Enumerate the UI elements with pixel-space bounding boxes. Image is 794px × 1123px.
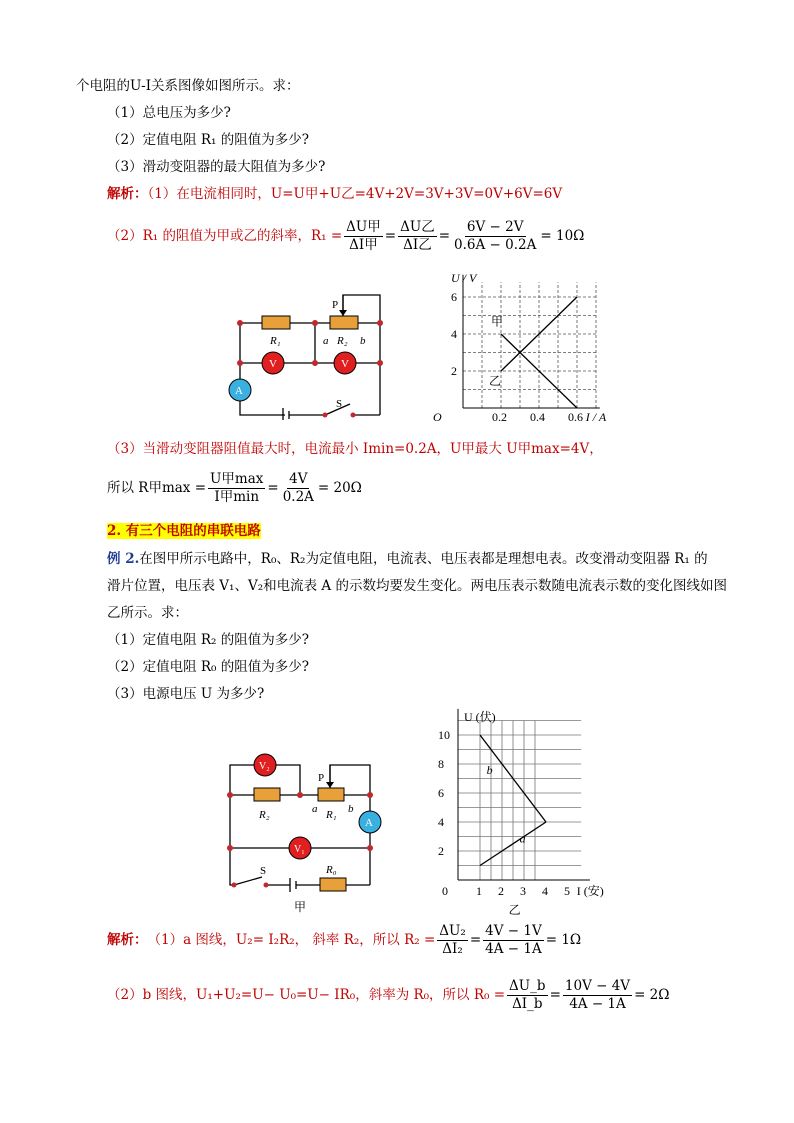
ex1-solution-2: （2）R₁ 的阻值为甲或乙的斜率，R₁ = $\frac{\text{ΔU甲}}{\text{ΔI甲}}$ = $\frac{\text{ΔU乙}}{\text{ΔI乙}}$ = $\frac{6V - 2V}{0.6A - 0.2A}$ = 10Ω bbox=[107, 218, 585, 253]
origin-label: O bbox=[433, 410, 442, 423]
x-tick-label: 3 bbox=[520, 884, 526, 898]
ex1-s2-result: = 10Ω bbox=[540, 228, 585, 244]
slider-p-label: P bbox=[332, 299, 339, 311]
y-tick-label: 6 bbox=[451, 290, 457, 304]
r1-label: R₁ bbox=[270, 335, 281, 347]
fig2-circuit bbox=[222, 740, 392, 915]
y-axis-label: U (伏) bbox=[464, 710, 496, 724]
ex2-question-3: （3）电源电压 U 为多少? bbox=[107, 686, 265, 702]
ex1-solution-4: 所以 R甲max = $\frac{\text{U甲max}}{\text{I甲min}}$ = $\frac{4V}{0.2A}$ = 20Ω bbox=[107, 470, 362, 505]
y-tick-label: 2 bbox=[438, 844, 444, 858]
switch-label-2: S bbox=[260, 865, 267, 877]
x-tick-label: 4 bbox=[542, 884, 548, 898]
r2-label-2: R₂ bbox=[259, 809, 270, 821]
frac-Umax: $\frac{\text{U甲max}}{\text{I甲min}}$ bbox=[210, 470, 264, 505]
frac-4v: $\frac{4V}{0.2A}$ bbox=[282, 470, 314, 505]
frac-dU2: $\frac{\text{ΔU₂}}{\text{ΔI₂}}$ bbox=[439, 922, 466, 957]
x-axis-label: I / A bbox=[585, 410, 607, 423]
intro-line: 个电阻的U-I关系图像如图所示。求： bbox=[76, 78, 300, 94]
y-axis-label: U / V bbox=[451, 271, 477, 285]
fig1-circuit bbox=[225, 290, 385, 420]
y-tick-label: 4 bbox=[438, 815, 444, 829]
y-tick-label: 2 bbox=[451, 364, 457, 378]
voltmeter-2-label: V bbox=[341, 358, 349, 370]
ex2-para-2: 滑片位置，电压表 V₁、V₂和电流表 A 的示数均要发生变化。两电压表示数随电流表示数的变化图线如图 bbox=[107, 578, 727, 594]
ammeter-label: A bbox=[235, 385, 243, 397]
ex2-solution-2: （2）b 图线，U₁+U₂=U− U₀=U− IR₀，斜率为 R₀，所以 R₀ = $\frac{\Delta U\_b}{\Delta I\_b}$ = $\frac{10V - 4V}{4A - 1A}$ = 2Ω bbox=[107, 977, 670, 1012]
ex1-question-2: （2）定值电阻 R₁ 的阻值为多少? bbox=[107, 132, 309, 148]
ex2-s2-pre: （2）b 图线，U₁+U₂=U− U₀=U− IR₀，斜率为 R₀，所以 R₀ = bbox=[107, 987, 506, 1003]
ex1-s2-pre: （2）R₁ 的阻值为甲或乙的斜率，R₁ = bbox=[107, 228, 343, 244]
x-tick-label: 0.4 bbox=[530, 410, 545, 423]
x-tick-label: 2 bbox=[498, 884, 504, 898]
x-tick-label: 0.6 bbox=[568, 410, 583, 423]
frac-dU-jia: $\frac{\text{ΔU甲}}{\text{ΔI甲}}$ bbox=[346, 218, 381, 253]
ex2-question-1: （1）定值电阻 R₂ 的阻值为多少? bbox=[107, 632, 309, 648]
ex1-solution-1 bbox=[107, 185, 562, 203]
y-tick-label: 6 bbox=[438, 786, 444, 800]
ex2-s2-result: = 2Ω bbox=[634, 987, 670, 1003]
frac-values: $\frac{6V - 2V}{0.6A - 0.2A}$ bbox=[454, 218, 537, 253]
fig2-caption-jia: 甲 bbox=[294, 900, 307, 914]
ex1-solution-3: （3）当滑动变阻器阻值最大时，电流最小 Imin=0.2A，U甲最大 U甲max=4V， bbox=[107, 441, 603, 457]
series-label-a: a bbox=[519, 831, 526, 846]
ex1-solution-1-text: （1）在电流相同时，U=U甲+U乙=4V+2V=3V+3V=0V+6V=6V bbox=[147, 186, 563, 202]
ex2-label: 例 2. bbox=[107, 551, 140, 567]
ex2-para-3: 乙所示。求： bbox=[107, 605, 188, 621]
frac-dU-yi: $\frac{\text{ΔU乙}}{\text{ΔI乙}}$ bbox=[400, 218, 435, 253]
fig2-caption-yi: 乙 bbox=[508, 903, 521, 917]
ex2-para-1: 例 2.在图甲所示电路中，R₀、R₂为定值电阻，电流表、电压表都是理想电表。改变滑动变阻器 R₁ 的 bbox=[107, 551, 708, 567]
y-tick-label: 4 bbox=[451, 327, 457, 341]
ex1-s4-pre: 所以 R甲max = bbox=[107, 480, 207, 496]
terminal-b-label: b bbox=[360, 335, 366, 347]
series-label-jia: 甲 bbox=[491, 314, 504, 329]
x-axis-label: I (安) bbox=[576, 884, 604, 898]
series-label-yi: 乙 bbox=[489, 374, 502, 388]
terminal-a-label: a bbox=[323, 335, 329, 347]
terminal-a-label-2: a bbox=[312, 803, 318, 815]
switch-label: S bbox=[336, 398, 343, 410]
voltmeter-1-label: V bbox=[269, 358, 277, 370]
fig1-graph bbox=[428, 268, 618, 423]
voltmeter-v2-label: V₂ bbox=[259, 761, 270, 772]
ex1-question-1: （1）总电压为多少? bbox=[107, 105, 231, 121]
solution-label-2: 解析： bbox=[107, 932, 148, 948]
x-tick-label: 1 bbox=[476, 884, 482, 898]
r0-label: R₀ bbox=[326, 864, 337, 876]
ex2-question-2: （2）定值电阻 R₀ 的阻值为多少? bbox=[107, 659, 309, 675]
x-tick-label: 0.2 bbox=[492, 410, 507, 423]
terminal-b-label-2: b bbox=[348, 803, 354, 815]
y-tick-label: 10 bbox=[438, 728, 450, 742]
section-2-title: 2. 有三个电阻的串联电路 bbox=[107, 523, 261, 539]
solution-label: 解析： bbox=[107, 186, 148, 202]
frac-dUb: $\frac{\Delta U\_b}{\Delta I\_b}$ bbox=[509, 977, 546, 1012]
series-label-b: b bbox=[486, 763, 493, 778]
voltmeter-v1-label: V₁ bbox=[294, 844, 305, 855]
ex2-s1-pre: （1）a 图线，U₂= I₂R₂， 斜率 R₂，所以 R₂ = bbox=[147, 932, 436, 948]
x-tick-label: 5 bbox=[564, 884, 570, 898]
y-tick-label: 8 bbox=[438, 757, 444, 771]
ammeter-label-2: A bbox=[365, 817, 373, 829]
origin-label: 0 bbox=[442, 884, 448, 898]
r1-label-2: R₁ bbox=[326, 809, 337, 821]
r2-label: R₂ bbox=[337, 335, 348, 347]
frac-b-values: $\frac{10V - 4V}{4A - 1A}$ bbox=[564, 977, 631, 1012]
ex1-question-3: （3）滑动变阻器的最大阻值为多少? bbox=[107, 159, 326, 175]
ex1-s4-result: = 20Ω bbox=[317, 480, 362, 496]
frac-a-values: $\frac{4V - 1V}{4A - 1A}$ bbox=[485, 922, 542, 957]
ex2-s1-result: = 1Ω bbox=[545, 932, 582, 948]
ex2-solution-1: 解析： （1）a 图线，U₂= I₂R₂， 斜率 R₂，所以 R₂ = $\frac{\text{ΔU₂}}{\text{ΔI₂}}$ = $\frac{4V - 1V}{4A - 1A}$ = 1Ω bbox=[107, 922, 582, 957]
slider-p-label-2: P bbox=[318, 772, 325, 784]
fig2-graph bbox=[430, 705, 605, 917]
